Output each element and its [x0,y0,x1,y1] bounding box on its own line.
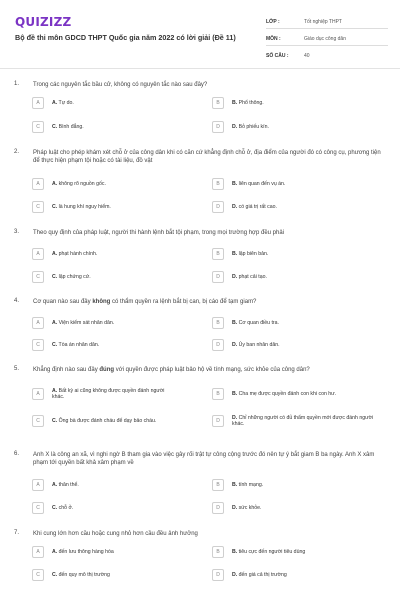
option-key: D. [232,414,238,421]
option-a[interactable] [32,96,204,110]
option-a[interactable] [32,177,204,191]
question-text-part: có thẩm quyền ra lệnh bắt bị can, bị cáo để tạm giam? [110,299,257,305]
option-text: Bất kỳ ai cũng không được quyền đánh người khác. [52,387,165,400]
question-text-part: Cơ quan nào sau đây [33,299,93,305]
option-letter-badge: B [212,178,224,190]
option-text: là hung khí nguy hiểm. [58,203,111,210]
option-key: B. [232,390,238,397]
option-d[interactable] [212,411,384,431]
option-letter-badge: B [212,388,224,400]
option-text: sức khỏe. [238,504,262,511]
option-text: có giá trị rất cao. [238,203,277,210]
option-text: Cơ quan điều tra. [238,319,279,326]
option-key: C. [52,571,58,578]
option-b[interactable] [212,545,384,559]
option-text: lập biên bản. [238,250,269,257]
option-key: A. [52,387,58,394]
option-b[interactable] [212,247,384,261]
question-text: Anh X là công an xã, vì nghi ngờ B tham gia vào việc gây rối trật tự công cộng trước đó nên tự ý bắt giam B ba ngày. Anh X xâm phạm tới quyền bất khả xâm phạm về [33,452,375,466]
option-key: B. [232,548,238,555]
option-key: B. [232,99,238,106]
option-key: C. [52,341,58,348]
option-text: chỗ ở. [58,504,74,511]
option-letter-badge: C [32,201,44,213]
option-c[interactable] [32,411,204,431]
option-c[interactable] [32,270,204,284]
meta-value: Giáo dục công dân [304,36,346,42]
option-letter-badge: C [32,415,44,427]
option-c[interactable] [32,338,204,352]
option-letter-badge: B [212,248,224,260]
option-text: liên quan đến vụ án. [238,180,286,187]
meta-row-class [266,12,388,29]
option-letter-badge: D [212,415,224,427]
option-d[interactable] [212,120,384,134]
option-key: A. [52,548,58,555]
meta-row-count [266,46,388,62]
question-text: Theo quy định của pháp luật, người thi hành lệnh bắt tội phạm, trong mọi trường hợp đều phải [33,230,284,236]
meta-label: SỐ CÂU : [266,53,289,59]
option-text: Bình đẳng. [58,123,84,130]
question-text: Khi cung lớn hơn cầu hoặc cung nhỏ hơn cầu đều ảnh hưởng [33,531,198,537]
option-letter-badge: D [212,201,224,213]
meta-table [266,12,388,62]
option-text: Phổ thông. [238,99,264,106]
document-title: Bộ đề thi môn GDCD THPT Quốc gia năm 2022 có lời giải (Đề 11) [15,33,236,42]
option-letter-badge: C [32,271,44,283]
option-d[interactable] [212,270,384,284]
option-key: C. [52,273,58,280]
option-text: đến quy mô thị trường [58,571,110,578]
option-text: Cha mẹ được quyền đánh con khi con hư. [238,390,337,397]
option-letter-badge: A [32,546,44,558]
meta-value: Tốt nghiệp THPT [304,19,342,25]
option-key: A. [52,180,58,187]
option-b[interactable] [212,177,384,191]
option-letter-badge: D [212,339,224,351]
option-key: A. [52,99,58,106]
option-c[interactable] [32,200,204,214]
question-text: Trong các nguyên tắc bầu cử, không có nguyên tắc nào sau đây? [33,82,208,88]
option-b[interactable] [212,316,384,330]
option-key: B. [232,180,238,187]
option-text: phạt cải tạo. [238,273,267,280]
option-text: Bỏ phiếu kín. [238,123,269,130]
option-letter-badge: D [212,502,224,514]
option-letter-badge: A [32,317,44,329]
option-text: phạt hành chính. [58,250,98,257]
question-number: 7. [14,530,20,536]
quizizz-logo [15,13,71,27]
option-a[interactable] [32,478,204,492]
question-number: 2. [14,149,20,155]
option-text: Chỉ những người có đủ thẩm quyền mới được đánh người khác. [232,414,374,427]
option-a[interactable] [32,545,204,559]
option-key: C. [52,417,58,424]
question-text [33,298,383,306]
option-letter-badge: A [32,97,44,109]
option-letter-badge: D [212,121,224,133]
option-letter-badge: A [32,479,44,491]
option-key: C. [52,123,58,130]
meta-value: 40 [304,53,310,59]
question-text: Pháp luật cho phép khám xét chỗ ở của công dân khi có căn cứ khẳng định chỗ ở, địa điểm của người đó có công cụ, phương tiện để thực hiện phạm tội hoặc có tài liệu, đồ vật [33,150,381,164]
option-text: Ông bà được đánh cháu để dạy bảo cháu. [58,417,157,424]
option-text: đến giá cả thị trường [238,571,287,578]
option-letter-badge: A [32,388,44,400]
option-text: thân thể. [58,481,79,488]
question-number: 4. [14,298,20,304]
option-key: B. [232,319,238,326]
logo-text: QUIZIZZ [15,15,72,29]
option-text: tiêu cực đến người tiêu dùng [238,548,306,555]
option-a[interactable] [32,384,204,404]
option-key: D. [232,504,238,511]
question-text-emphasis: không [92,299,111,305]
option-letter-badge: C [32,502,44,514]
option-c[interactable] [32,120,204,134]
option-b[interactable] [212,384,384,404]
option-key: B. [232,481,238,488]
option-text: không rõ nguồn gốc. [58,180,106,187]
option-letter-badge: B [212,546,224,558]
option-a[interactable] [32,247,204,261]
option-letter-badge: B [212,317,224,329]
option-key: D. [232,203,238,210]
option-b[interactable] [212,96,384,110]
option-letter-badge: B [212,97,224,109]
option-a[interactable] [32,316,204,330]
option-key: D. [232,273,238,280]
question-text-emphasis: đúng [99,367,115,373]
option-text: lập chứng cứ. [58,273,91,280]
question-text [33,366,383,374]
question-text-part: Khẳng định nào sau đây [33,367,100,373]
option-key: A. [52,319,58,326]
option-letter-badge: B [212,479,224,491]
option-text: Tòa án nhân dân. [58,341,100,348]
option-key: A. [52,250,58,257]
option-c[interactable] [32,568,204,582]
option-key: C. [52,203,58,210]
option-d[interactable] [212,568,384,582]
option-letter-badge: A [32,248,44,260]
option-letter-badge: C [32,569,44,581]
option-key: A. [52,481,58,488]
option-letter-badge: D [212,271,224,283]
question-number: 3. [14,229,20,235]
option-d[interactable] [212,200,384,214]
option-b[interactable] [212,478,384,492]
option-text: đến lưu thông hàng hóa [58,548,114,555]
option-key: D. [232,571,238,578]
option-letter-badge: D [212,569,224,581]
option-d[interactable] [212,501,384,515]
meta-row-subject [266,29,388,46]
option-key: D. [232,123,238,130]
meta-label: MÔN : [266,36,281,42]
option-letter-badge: C [32,339,44,351]
option-key: B. [232,250,238,257]
question-number: 1. [14,81,20,87]
option-d[interactable] [212,338,384,352]
question-text-part: với quyền được pháp luật bảo hộ về tính mạng, sức khỏe của công dân? [114,367,310,373]
option-key: D. [232,341,238,348]
question-number: 5. [14,366,20,372]
option-text: Tự do. [58,99,74,106]
option-letter-badge: C [32,121,44,133]
header-divider [0,68,400,69]
option-c[interactable] [32,501,204,515]
option-key: C. [52,504,58,511]
option-text: Viện kiểm sát nhân dân. [58,319,115,326]
meta-label: LỚP : [266,19,280,25]
option-letter-badge: A [32,178,44,190]
question-number: 6. [14,451,20,457]
option-text: Ủy ban nhân dân. [238,341,280,348]
option-text: tính mạng. [238,481,264,488]
